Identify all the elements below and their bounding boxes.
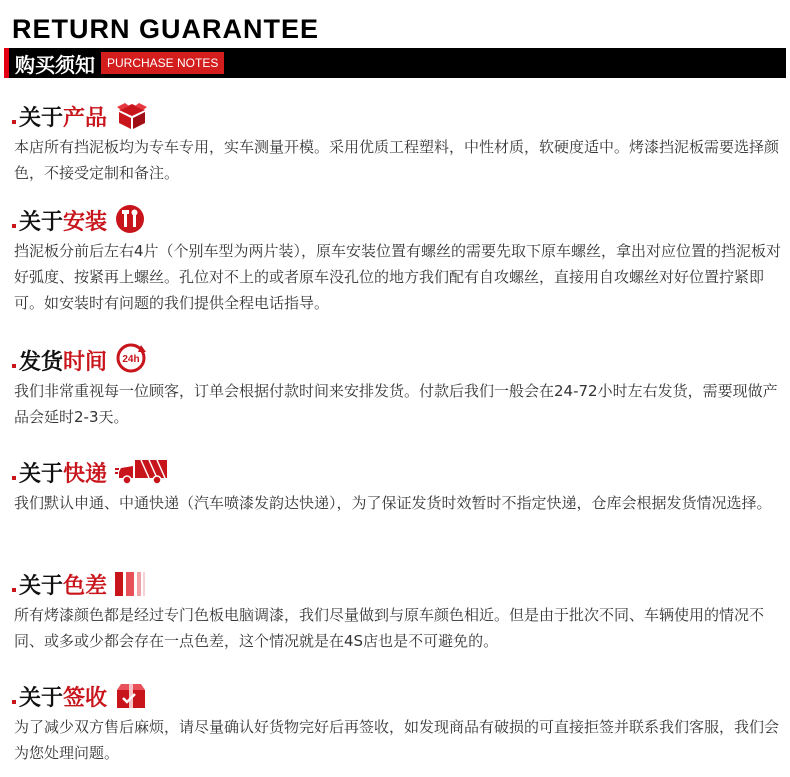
heading-keyword: 签收 <box>63 686 108 711</box>
section-text: 所有烤漆颜色都是经过专门色板电脑调漆，我们尽量做到与原车颜色相近。但是由于批次不同、车辆使用的情况不同、或多或少都会存在一点色差，这个情况就是在4S店也是不可避免的。 <box>14 606 765 650</box>
section-text: 为了减少双方售后麻烦，请尽量确认好货物完好后再签收，如发现商品有破损的可直接拒签并联系我们客服，我们会 为您处理问题。 <box>14 718 780 762</box>
section-heading <box>12 672 782 712</box>
bullet-dot <box>12 224 16 228</box>
clock-24h-icon <box>115 342 147 374</box>
truck-icon <box>115 456 169 486</box>
tools-icon <box>115 204 145 234</box>
bullet-dot <box>12 588 16 592</box>
section-product <box>12 92 782 186</box>
heading-prefix: 关于 <box>19 686 64 711</box>
heading-prefix: 关于 <box>19 574 64 599</box>
section-heading <box>12 336 782 376</box>
section-shipping-time <box>12 336 782 430</box>
section-heading <box>12 92 782 132</box>
heading-prefix: 关于 <box>19 462 64 487</box>
section-sign-receipt <box>12 672 782 766</box>
section-heading <box>12 448 782 488</box>
heading-keyword: 时间 <box>63 350 108 375</box>
heading-keyword: 色差 <box>63 574 108 599</box>
heading-keyword: 安装 <box>63 210 108 235</box>
heading-prefix: 关于 <box>19 210 64 235</box>
section-text: 挡泥板分前后左右4片（个别车型为两片装），原车安装位置有螺丝的需要先取下原车螺丝，拿出对应位置的挡泥板对好弧度、按紧再上螺丝。孔位对不上的或者原车没孔位的地方我们配有自攻螺丝，直接用自攻螺丝对好位置拧紧即可。如安装时有问题的我们提供全程电话指导。 <box>14 242 782 312</box>
heading-keyword: 产品 <box>63 106 108 131</box>
box-icon <box>115 100 149 130</box>
section-text: 我们非常重视每一位顾客，订单会根据付款时间来安排发货。付款后我们一般会在24-72小时左右发货，需要现做产品会延时2-3天。 <box>14 382 778 426</box>
bullet-dot <box>12 476 16 480</box>
package-sign-icon <box>115 680 147 710</box>
banner-accent <box>4 48 9 78</box>
purchase-notes-banner <box>4 48 786 78</box>
banner-title-cn: 购买须知 <box>15 52 95 77</box>
section-heading <box>12 560 782 600</box>
clock-24h-label: 24h <box>122 354 140 365</box>
heading-prefix: 关于 <box>19 106 64 131</box>
bullet-dot <box>12 364 16 368</box>
heading-prefix: 发货 <box>19 350 64 375</box>
heading-keyword: 快递 <box>63 462 108 487</box>
section-installation <box>12 196 782 316</box>
bullet-dot <box>12 700 16 704</box>
bullet-dot <box>12 120 16 124</box>
banner-title-en: PURCHASE NOTES <box>101 52 224 74</box>
color-bars-icon <box>115 570 147 598</box>
section-heading <box>12 196 782 236</box>
section-text: 我们默认申通、中通快递（汽车喷漆发韵达快递），为了保证发货时效暂时不指定快递，仓库会根据发货情况选择。 <box>14 494 772 512</box>
section-color-difference <box>12 560 782 654</box>
page-title: RETURN GUARANTEE <box>12 14 320 44</box>
section-express <box>12 448 782 516</box>
section-text: 本店所有挡泥板均为专车专用，实车测量开模。采用优质工程塑料，中性材质，软硬度适中。烤漆挡泥板需要选择颜色，不接受定制和备注。 <box>14 138 780 182</box>
